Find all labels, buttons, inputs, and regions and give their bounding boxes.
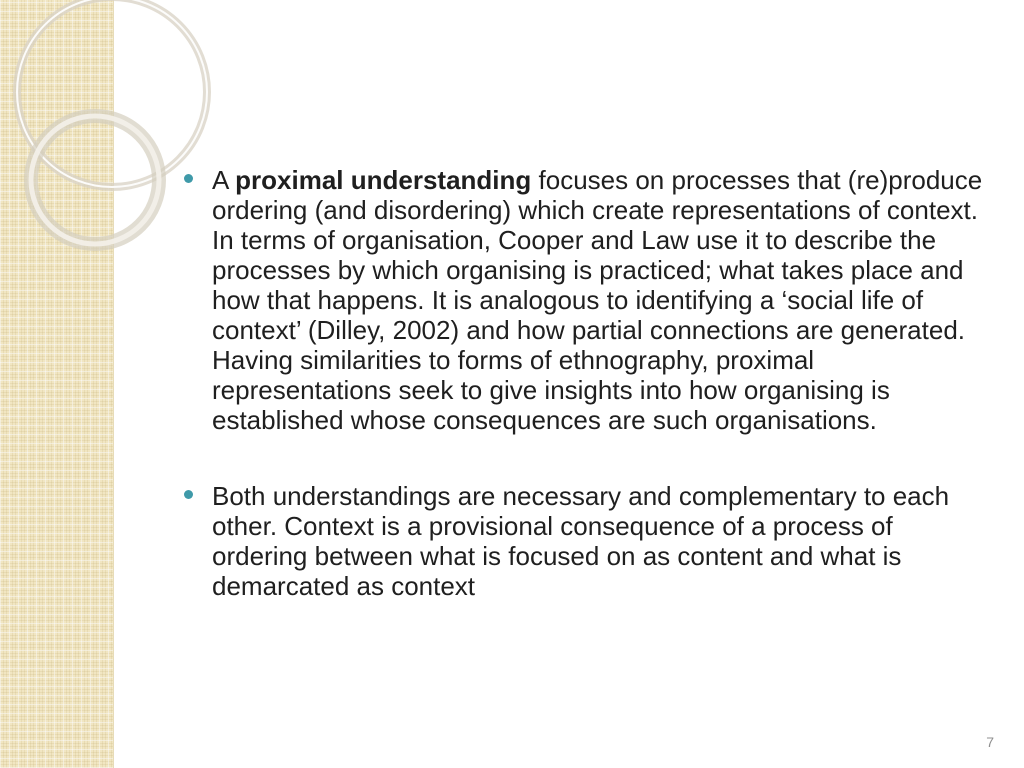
bullet-dot-icon [184,490,193,499]
bullet-text: focuses on processes that (re)produce ordering (and disordering) which create representations of context. In terms of organisation, Cooper and Law use it to describe the processes by which organising is practiced; what takes place and how that happens. It is analogous to identifying a ‘social life of context’ (Dilley, 2002) and how partial connections are generated. Having similarities to forms of ethnography, proximal representations seek to give insights into how organising is established whose consequences are such organisations. [212,165,983,435]
page-number: 7 [986,734,994,750]
bullet-prefix: A [212,165,236,195]
bullet-emphasis: proximal understanding [235,165,532,195]
bullet-text: Both understandings are necessary and complementary to each other. Context is a provisional consequence of a process of ordering between what is focused on as content and what is demarcated as context [212,481,950,601]
slide-body [180,165,992,647]
bullet-both-understandings [180,481,992,601]
bullet-dot-icon [184,174,193,183]
bullet-proximal-understanding [180,165,992,435]
